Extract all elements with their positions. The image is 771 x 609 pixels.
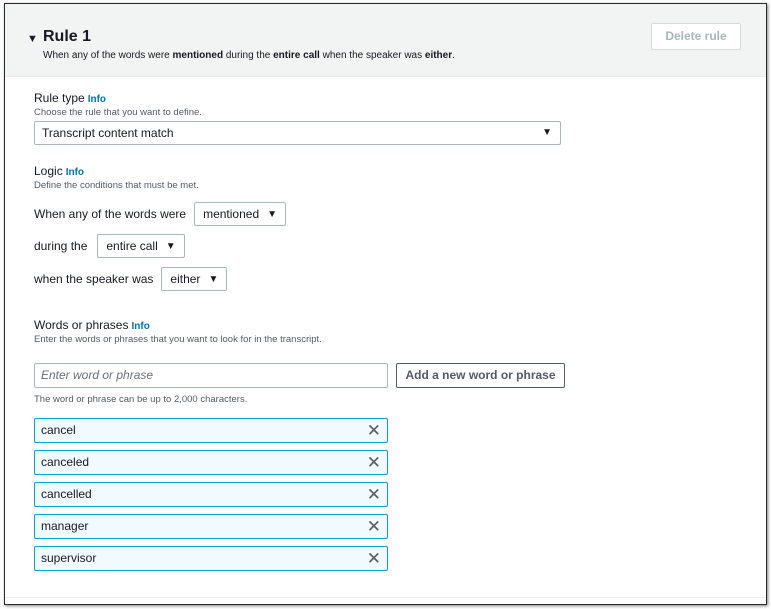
rule-type-select[interactable] [34, 121, 561, 145]
dropdown-caret-icon: ▼ [208, 273, 219, 285]
rule-panel [4, 3, 767, 605]
desc-text: during the [223, 50, 274, 61]
desc-entire-call: entire call [273, 50, 320, 61]
dropdown-caret-icon: ▼ [267, 208, 278, 220]
word-token [34, 514, 388, 539]
word-token-label: cancelled [41, 487, 92, 501]
close-icon[interactable]: ✕ [366, 549, 381, 568]
logic-row-text: during the [34, 239, 88, 253]
word-token [34, 418, 388, 443]
word-token-label: canceled [41, 455, 90, 469]
delete-rule-button[interactable]: Delete rule [651, 23, 741, 50]
rule-type-value: Transcript content match [42, 126, 174, 140]
logic-info-link[interactable]: Info [65, 167, 85, 178]
dropdown-caret-icon: ▼ [542, 127, 552, 138]
logic-label-text: Logic [34, 164, 63, 178]
rule-type-info-link[interactable]: Info [87, 94, 107, 105]
word-token [34, 450, 388, 475]
speaker-select[interactable] [161, 267, 227, 291]
words-label-text: Words or phrases [34, 318, 129, 332]
desc-mentioned: mentioned [172, 50, 224, 61]
speaker-value: either [170, 272, 201, 286]
logic-row-during [34, 234, 185, 258]
close-icon[interactable]: ✕ [366, 453, 381, 472]
mention-type-value: mentioned [203, 207, 260, 221]
rule-description [43, 50, 455, 61]
rule-type-label-text: Rule type [34, 91, 85, 105]
desc-either: either [424, 50, 453, 61]
word-constraint-hint: The word or phrase can be up to 2,000 characters. [34, 394, 248, 405]
word-token-label: manager [41, 519, 89, 533]
close-icon[interactable]: ✕ [366, 485, 381, 504]
call-portion-select[interactable] [97, 234, 184, 258]
logic-row-mentioned [34, 202, 286, 226]
logic-label [34, 164, 84, 178]
rule-type-label [34, 91, 106, 105]
rule-title: Rule 1 [43, 28, 92, 45]
logic-hint: Define the conditions that must be met. [34, 180, 199, 191]
close-icon[interactable]: ✕ [366, 421, 381, 440]
desc-text: when the speaker was [319, 50, 425, 61]
call-portion-value: entire call [106, 239, 158, 253]
close-icon[interactable]: ✕ [366, 517, 381, 536]
rule-header [5, 4, 766, 77]
desc-text: . [452, 50, 455, 61]
rule-type-hint: Choose the rule that you want to define. [34, 107, 202, 118]
words-hint: Enter the words or phrases that you want to look for in the transcript. [34, 334, 322, 345]
logic-row-speaker [34, 267, 227, 291]
logic-row-text: When any of the words were [34, 207, 187, 221]
divider [5, 597, 766, 598]
collapse-caret-icon[interactable]: ▼ [27, 33, 38, 45]
mention-type-select[interactable] [194, 202, 286, 226]
add-word-button[interactable]: Add a new word or phrase [396, 363, 565, 388]
word-token-label: cancel [41, 423, 76, 437]
words-label [34, 318, 150, 332]
dropdown-caret-icon: ▼ [165, 240, 176, 252]
word-phrase-input[interactable]: Enter word or phrase [34, 363, 388, 388]
word-token [34, 546, 388, 571]
words-info-link[interactable]: Info [131, 321, 150, 332]
desc-text: When any of the words were [43, 50, 173, 61]
logic-row-text: when the speaker was [34, 272, 154, 286]
word-token-label: supervisor [41, 551, 97, 565]
word-token [34, 482, 388, 507]
